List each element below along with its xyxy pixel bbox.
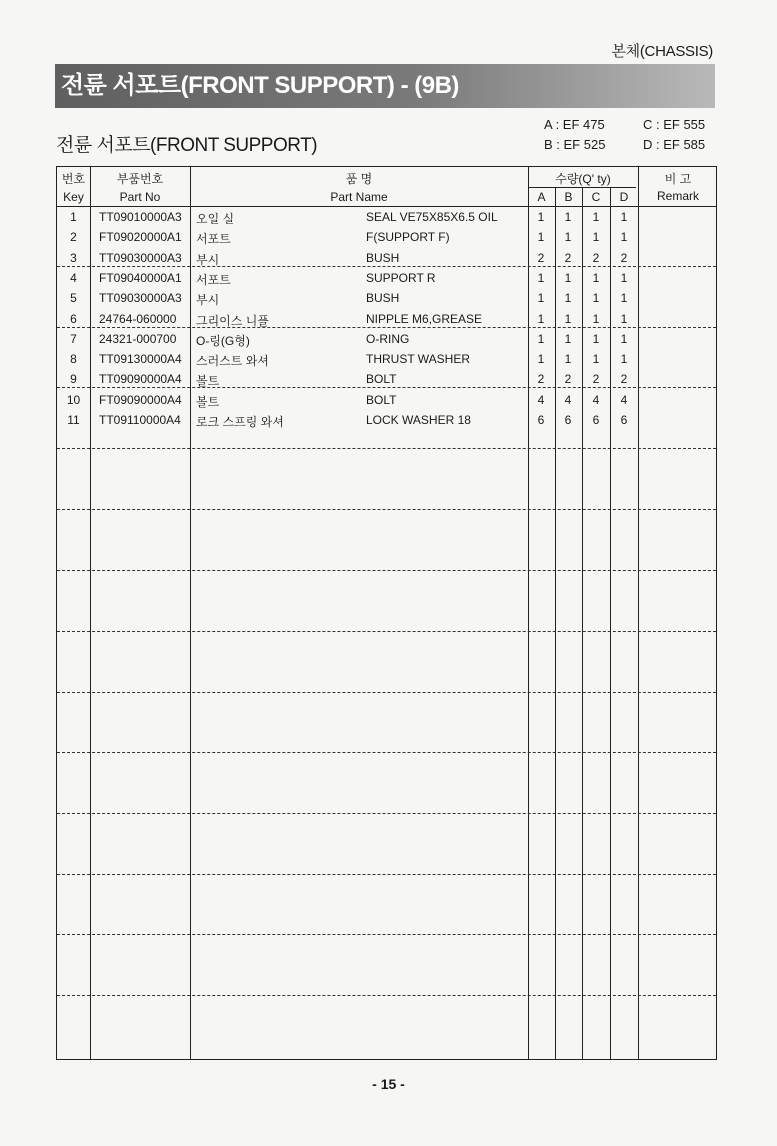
row-separator (57, 934, 716, 935)
row-qty-b: 6 (564, 413, 572, 427)
row-key: 10 (66, 393, 81, 407)
row-qty-d: 6 (620, 413, 628, 427)
row-qty-c: 1 (592, 210, 600, 224)
row-separator (57, 387, 716, 388)
header-bottom-line (57, 206, 716, 207)
row-name-en: THRUST WASHER (366, 352, 471, 366)
page-number: - 15 - (372, 1076, 405, 1092)
model-b-legend: B : EF 525 (544, 137, 606, 152)
page-subtitle: 전륜 서포트(FRONT SUPPORT) (56, 135, 318, 156)
row-separator (57, 509, 716, 510)
row-part-no: 24321-000700 (99, 332, 177, 346)
row-qty-c: 1 (592, 312, 600, 326)
row-qty-d: 1 (620, 230, 628, 244)
row-key: 5 (70, 291, 77, 305)
row-name-en: O-RING (366, 332, 410, 346)
row-part-no: TT09090000A4 (99, 372, 182, 386)
row-key: 9 (70, 372, 77, 386)
header-remark-kr: 비 고 (664, 172, 692, 186)
row-separator (57, 692, 716, 693)
row-qty-c: 1 (592, 352, 600, 366)
row-name-kr: 볼트 (196, 374, 220, 388)
row-qty-b: 1 (564, 291, 572, 305)
row-name-kr: 스러스트 와셔 (196, 354, 269, 368)
row-separator (57, 266, 716, 267)
row-qty-d: 1 (620, 210, 628, 224)
header-col-d: D (619, 190, 629, 204)
header-col-a: A (537, 190, 546, 204)
row-qty-b: 4 (564, 393, 572, 407)
row-name-en: SUPPORT R (366, 271, 436, 285)
row-qty-b: 1 (564, 312, 572, 326)
row-qty-d: 1 (620, 312, 628, 326)
row-qty-c: 1 (592, 332, 600, 346)
row-key: 3 (70, 251, 77, 265)
header-col-c: C (591, 190, 601, 204)
row-part-no: FT09090000A4 (99, 393, 182, 407)
row-name-kr: 서포트 (196, 232, 231, 246)
row-qty-a: 6 (537, 413, 545, 427)
row-qty-c: 1 (592, 291, 600, 305)
row-qty-d: 2 (620, 251, 628, 265)
header-col-b: B (564, 190, 573, 204)
row-qty-b: 2 (564, 251, 572, 265)
row-qty-a: 1 (537, 352, 545, 366)
row-part-no: TT09010000A3 (99, 210, 182, 224)
row-key: 8 (70, 352, 77, 366)
row-part-no: 24764-060000 (99, 312, 177, 326)
row-qty-a: 1 (537, 210, 545, 224)
row-name-en: BOLT (366, 393, 397, 407)
row-qty-b: 1 (564, 332, 572, 346)
row-qty-a: 1 (537, 312, 545, 326)
row-qty-d: 1 (620, 352, 628, 366)
header-qty: 수량(Q' ty) (555, 172, 611, 186)
header-key-kr: 번호 (61, 172, 86, 186)
row-name-kr: 로크 스프링 와셔 (196, 415, 284, 429)
row-qty-c: 1 (592, 230, 600, 244)
model-d-legend: D : EF 585 (643, 137, 706, 152)
col-divider (190, 167, 191, 1059)
row-name-kr: 부시 (196, 293, 220, 307)
row-part-no: TT09030000A3 (99, 251, 182, 265)
row-qty-b: 1 (564, 210, 572, 224)
row-qty-b: 1 (564, 230, 572, 244)
row-key: 6 (70, 312, 77, 326)
row-qty-a: 1 (537, 291, 545, 305)
row-separator (57, 874, 716, 875)
row-qty-c: 2 (592, 251, 600, 265)
model-a-legend: A : EF 475 (544, 117, 605, 132)
row-part-no: FT09040000A1 (99, 271, 182, 285)
row-name-kr: 오일 실 (196, 212, 235, 226)
row-name-en: NIPPLE M6,GREASE (366, 312, 483, 326)
row-qty-a: 1 (537, 230, 545, 244)
header-key-en: Key (63, 190, 84, 204)
row-qty-b: 1 (564, 271, 572, 285)
row-key: 7 (70, 332, 77, 346)
header-name-en: Part Name (330, 190, 388, 204)
row-name-en: SEAL VE75X85X6.5 OIL (366, 210, 498, 224)
row-qty-c: 1 (592, 271, 600, 285)
row-name-en: BUSH (366, 291, 400, 305)
page-title-banner: 전륜 서포트(FRONT SUPPORT) - (9B) (55, 64, 715, 108)
row-qty-a: 2 (537, 251, 545, 265)
row-qty-d: 2 (620, 372, 628, 386)
row-separator (57, 752, 716, 753)
row-key: 1 (70, 210, 77, 224)
row-qty-a: 4 (537, 393, 545, 407)
row-part-no: TT09110000A4 (99, 413, 181, 427)
row-qty-d: 1 (620, 332, 628, 346)
row-qty-a: 1 (537, 332, 545, 346)
row-separator (57, 813, 716, 814)
row-key: 2 (70, 230, 77, 244)
row-qty-a: 1 (537, 271, 545, 285)
row-name-kr: O-링(G형) (196, 334, 250, 348)
row-qty-b: 1 (564, 352, 572, 366)
header-part-en: Part No (119, 190, 161, 204)
row-qty-c: 2 (592, 372, 600, 386)
row-key: 4 (70, 271, 77, 285)
row-qty-b: 2 (564, 372, 572, 386)
model-c-legend: C : EF 555 (643, 117, 706, 132)
parts-table (56, 166, 717, 1060)
row-name-kr: 부시 (196, 253, 220, 267)
header-part-kr: 부품번호 (116, 172, 164, 186)
row-separator (57, 448, 716, 449)
row-part-no: FT09020000A1 (99, 230, 182, 244)
row-qty-c: 6 (592, 413, 600, 427)
header-name-kr: 품 명 (345, 172, 373, 186)
row-name-kr: 볼트 (196, 395, 220, 409)
row-name-en: F(SUPPORT F) (366, 230, 450, 244)
section-label: 본체(CHASSIS) (611, 43, 713, 60)
header-remark-en: Remark (656, 189, 699, 203)
row-separator (57, 570, 716, 571)
row-separator (57, 327, 716, 328)
row-qty-d: 4 (620, 393, 628, 407)
row-name-kr: 서포트 (196, 273, 231, 287)
row-key: 11 (67, 413, 80, 427)
row-name-en: LOCK WASHER 18 (366, 413, 471, 427)
qty-header-divider (528, 187, 636, 188)
row-separator (57, 631, 716, 632)
row-part-no: TT09130000A4 (99, 352, 182, 366)
row-qty-c: 4 (592, 393, 600, 407)
row-qty-d: 1 (620, 271, 628, 285)
row-name-kr: 그리이스 니플 (196, 314, 269, 328)
row-part-no: TT09030000A3 (99, 291, 182, 305)
row-name-en: BOLT (366, 372, 397, 386)
row-qty-a: 2 (537, 372, 545, 386)
row-qty-d: 1 (620, 291, 628, 305)
row-name-en: BUSH (366, 251, 400, 265)
col-divider (90, 167, 91, 1059)
col-divider (638, 167, 639, 1059)
row-separator (57, 995, 716, 996)
